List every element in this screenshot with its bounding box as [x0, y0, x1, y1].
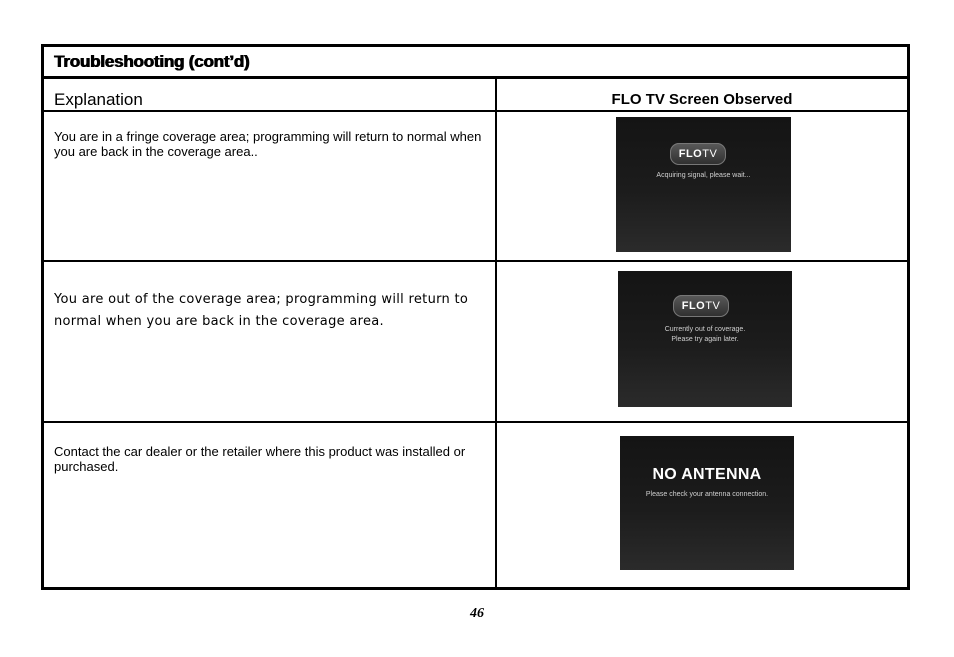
explanation-header: Explanation	[54, 90, 143, 109]
header-divider	[44, 110, 907, 112]
logo-text-sub: TV	[702, 148, 718, 160]
row-1-screen-image	[616, 117, 791, 252]
row-2-explanation: You are out of the coverage area; programming will return to normal when you are back in the coverage area.	[54, 292, 469, 329]
row-1-screen-message: Acquiring signal, please wait...	[656, 172, 751, 179]
row-2-screen-image	[618, 271, 792, 407]
column-divider	[495, 79, 497, 587]
screen-observed-header: FLO TV Screen Observed	[611, 91, 793, 108]
title-divider	[44, 76, 907, 79]
row-1-divider	[44, 260, 907, 262]
row-2-screen-message-line1: Currently out of coverage.	[664, 326, 746, 333]
row-2-divider	[44, 421, 907, 423]
row-1-explanation: You are in a fringe coverage area; programming will return to normal when you are back in the coverage area..	[54, 129, 482, 159]
row-3-screen-message: Please check your antenna connection.	[645, 491, 769, 498]
row-2-screen-message-line2: Please try again later.	[671, 336, 739, 343]
flotv-logo-icon	[670, 143, 726, 165]
logo-text-main: FLO	[678, 148, 703, 160]
row-3-screen-image	[620, 436, 794, 570]
no-antenna-heading: NO ANTENNA	[652, 466, 762, 483]
page-number: 46	[470, 606, 484, 621]
flotv-logo-icon	[673, 295, 729, 317]
page-title: Troubleshooting (cont’d)	[54, 52, 250, 71]
troubleshooting-table	[41, 44, 910, 590]
logo-text-sub: TV	[705, 300, 721, 312]
logo-text-main: FLO	[681, 300, 706, 312]
row-3-explanation: Contact the car dealer or the retailer where this product was installed or purchased.	[54, 444, 466, 474]
